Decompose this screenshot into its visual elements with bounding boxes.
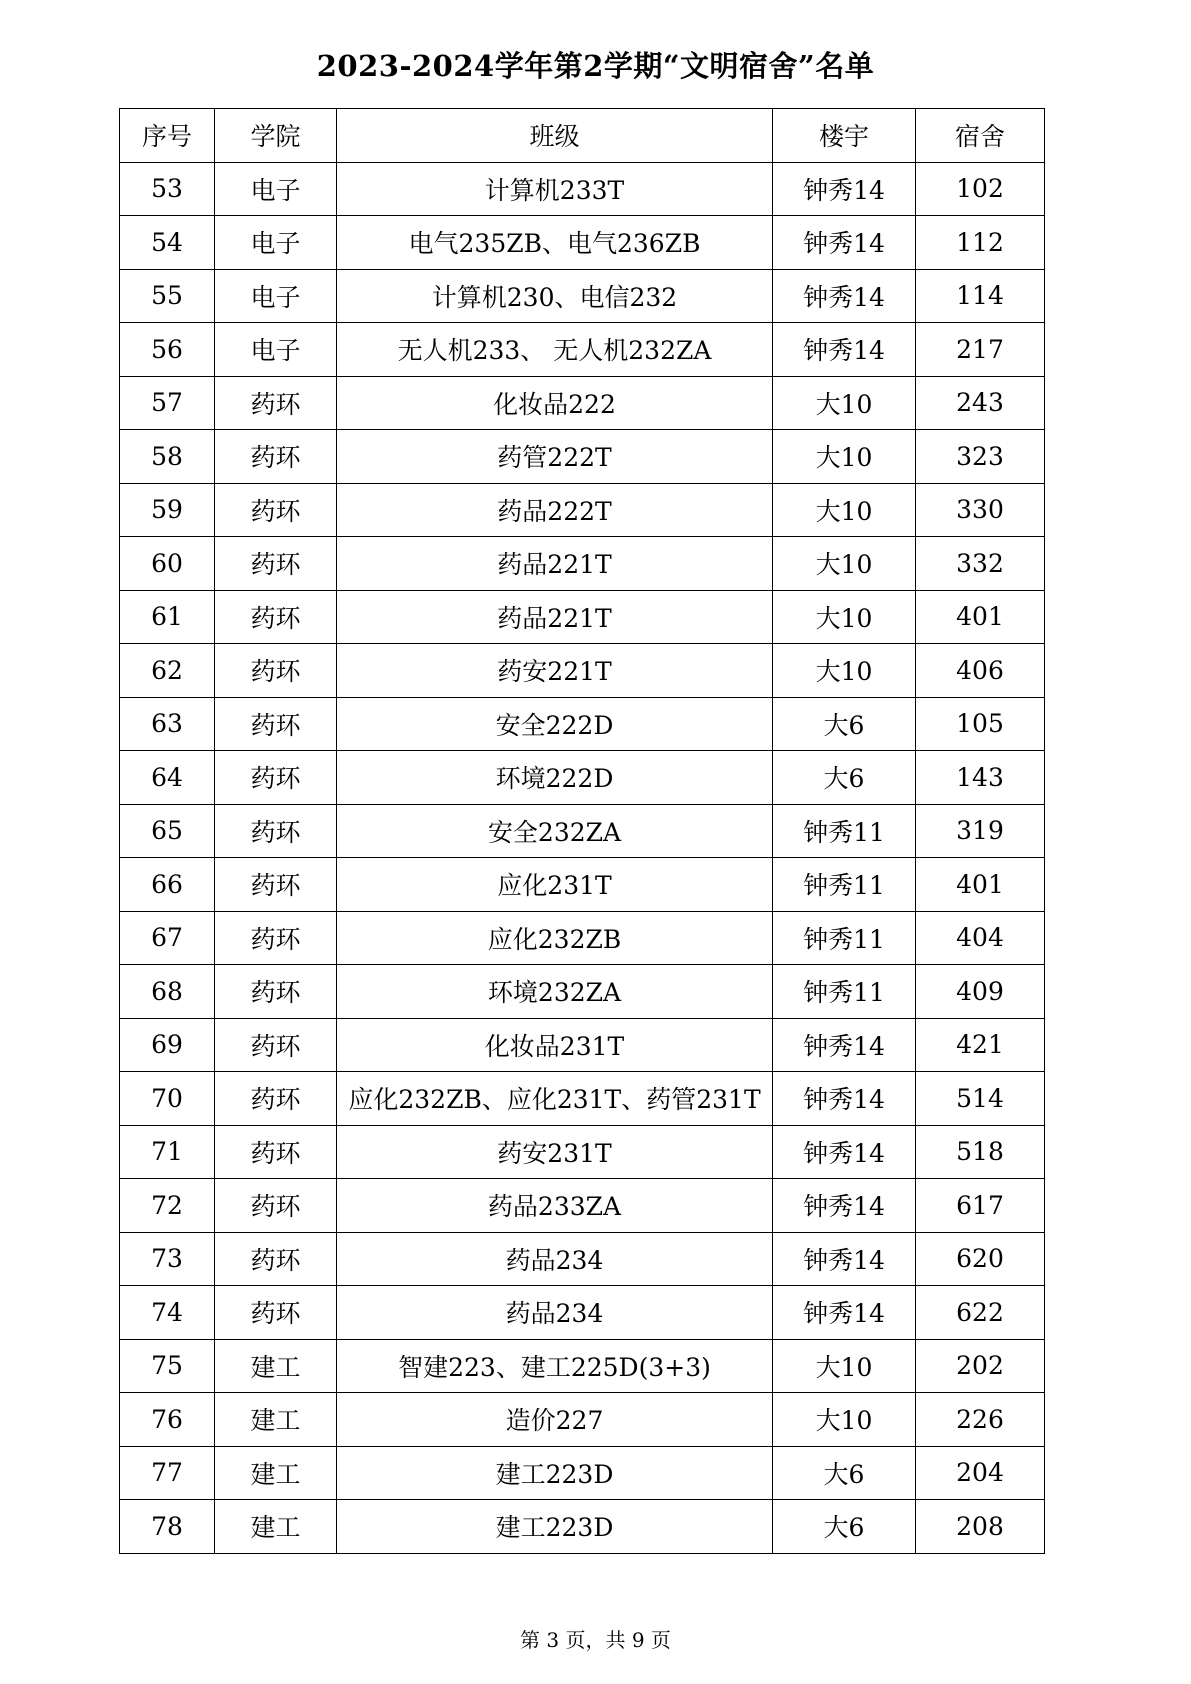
cell-building: 钟秀11 (773, 911, 916, 965)
cell-class: 计算机230、电信232 (337, 269, 773, 323)
table-row (120, 858, 1045, 912)
cell-college: 药环 (215, 1286, 337, 1340)
table-row (120, 1125, 1045, 1179)
cell-serial-number: 57 (120, 376, 215, 430)
cell-room: 332 (916, 537, 1045, 591)
cell-class: 药品221T (337, 537, 773, 591)
table-row (120, 1500, 1045, 1554)
cell-room: 112 (916, 216, 1045, 270)
cell-building: 大10 (773, 430, 916, 484)
table-row (120, 1232, 1045, 1286)
cell-building: 钟秀14 (773, 1125, 916, 1179)
table-row (120, 323, 1045, 377)
page-number-footer: 第 3 页，共 9 页 (520, 1628, 671, 1652)
cell-building: 钟秀14 (773, 1286, 916, 1340)
cell-building: 钟秀11 (773, 804, 916, 858)
cell-college: 建工 (215, 1393, 337, 1447)
cell-room: 204 (916, 1446, 1045, 1500)
cell-serial-number: 55 (120, 269, 215, 323)
cell-college: 药环 (215, 1232, 337, 1286)
table-row (120, 216, 1045, 270)
cell-college: 电子 (215, 216, 337, 270)
table-row (120, 911, 1045, 965)
header-college: 学院 (215, 109, 337, 163)
cell-class: 智建223、建工225D(3+3) (337, 1339, 773, 1393)
cell-building: 钟秀11 (773, 858, 916, 912)
cell-class: 药品234 (337, 1286, 773, 1340)
cell-building: 钟秀14 (773, 269, 916, 323)
cell-building: 大10 (773, 1339, 916, 1393)
table-body (120, 162, 1045, 1553)
cell-serial-number: 74 (120, 1286, 215, 1340)
cell-class: 环境222D (337, 751, 773, 805)
cell-college: 电子 (215, 162, 337, 216)
cell-college: 药环 (215, 1072, 337, 1126)
cell-serial-number: 72 (120, 1179, 215, 1233)
cell-class: 建工223D (337, 1446, 773, 1500)
cell-serial-number: 71 (120, 1125, 215, 1179)
cell-serial-number: 58 (120, 430, 215, 484)
table-row (120, 965, 1045, 1019)
cell-building: 大10 (773, 537, 916, 591)
cell-building: 钟秀14 (773, 1018, 916, 1072)
cell-class: 安全222D (337, 697, 773, 751)
cell-building: 钟秀14 (773, 162, 916, 216)
table-row (120, 1446, 1045, 1500)
cell-serial-number: 73 (120, 1232, 215, 1286)
cell-building: 钟秀14 (773, 1179, 916, 1233)
table-row (120, 430, 1045, 484)
cell-building: 大6 (773, 751, 916, 805)
table-row (120, 1072, 1045, 1126)
table-row (120, 1286, 1045, 1340)
cell-college: 药环 (215, 644, 337, 698)
cell-room: 617 (916, 1179, 1045, 1233)
cell-serial-number: 54 (120, 216, 215, 270)
cell-class: 药品221T (337, 590, 773, 644)
cell-room: 620 (916, 1232, 1045, 1286)
cell-room: 409 (916, 965, 1045, 1019)
table-row (120, 751, 1045, 805)
cell-building: 钟秀14 (773, 1232, 916, 1286)
cell-building: 钟秀14 (773, 216, 916, 270)
cell-room: 102 (916, 162, 1045, 216)
cell-room: 217 (916, 323, 1045, 377)
header-serial-number: 序号 (120, 109, 215, 163)
cell-serial-number: 60 (120, 537, 215, 591)
cell-college: 建工 (215, 1339, 337, 1393)
cell-class: 药管222T (337, 430, 773, 484)
cell-college: 药环 (215, 1018, 337, 1072)
table-row (120, 376, 1045, 430)
table-row (120, 644, 1045, 698)
table-row (120, 1018, 1045, 1072)
cell-room: 421 (916, 1018, 1045, 1072)
cell-building: 大10 (773, 644, 916, 698)
cell-serial-number: 70 (120, 1072, 215, 1126)
cell-room: 323 (916, 430, 1045, 484)
cell-class: 药安231T (337, 1125, 773, 1179)
cell-class: 造价227 (337, 1393, 773, 1447)
cell-college: 建工 (215, 1446, 337, 1500)
dormitory-roster-table (119, 108, 1045, 1554)
cell-class: 建工223D (337, 1500, 773, 1554)
cell-building: 钟秀14 (773, 1072, 916, 1126)
cell-class: 化妆品231T (337, 1018, 773, 1072)
cell-building: 大6 (773, 697, 916, 751)
table-row (120, 269, 1045, 323)
cell-serial-number: 68 (120, 965, 215, 1019)
cell-serial-number: 62 (120, 644, 215, 698)
table-row (120, 590, 1045, 644)
cell-class: 无人机233、 无人机232ZA (337, 323, 773, 377)
cell-room: 406 (916, 644, 1045, 698)
cell-class: 安全232ZA (337, 804, 773, 858)
cell-room: 114 (916, 269, 1045, 323)
cell-room: 330 (916, 483, 1045, 537)
cell-college: 药环 (215, 1179, 337, 1233)
cell-college: 药环 (215, 965, 337, 1019)
page-title: 2023-2024学年第2学期“文明宿舍”名单 (316, 49, 875, 83)
cell-room: 622 (916, 1286, 1045, 1340)
cell-building: 大6 (773, 1446, 916, 1500)
cell-class: 药品234 (337, 1232, 773, 1286)
table-row (120, 697, 1045, 751)
cell-college: 建工 (215, 1500, 337, 1554)
table-row (120, 1179, 1045, 1233)
cell-class: 化妆品222 (337, 376, 773, 430)
cell-building: 钟秀14 (773, 323, 916, 377)
table-row (120, 483, 1045, 537)
cell-room: 404 (916, 911, 1045, 965)
header-class: 班级 (337, 109, 773, 163)
cell-serial-number: 63 (120, 697, 215, 751)
cell-room: 208 (916, 1500, 1045, 1554)
cell-class: 药品233ZA (337, 1179, 773, 1233)
cell-building: 钟秀11 (773, 965, 916, 1019)
cell-building: 大10 (773, 1393, 916, 1447)
cell-serial-number: 59 (120, 483, 215, 537)
header-room: 宿舍 (916, 109, 1045, 163)
cell-college: 药环 (215, 537, 337, 591)
table-row (120, 162, 1045, 216)
cell-serial-number: 77 (120, 1446, 215, 1500)
cell-college: 药环 (215, 1125, 337, 1179)
cell-serial-number: 76 (120, 1393, 215, 1447)
cell-serial-number: 64 (120, 751, 215, 805)
table-row (120, 1339, 1045, 1393)
cell-college: 电子 (215, 323, 337, 377)
cell-serial-number: 61 (120, 590, 215, 644)
cell-serial-number: 53 (120, 162, 215, 216)
cell-room: 105 (916, 697, 1045, 751)
cell-class: 应化232ZB、应化231T、药管231T (337, 1072, 773, 1126)
cell-room: 202 (916, 1339, 1045, 1393)
cell-room: 401 (916, 858, 1045, 912)
cell-college: 药环 (215, 483, 337, 537)
cell-class: 应化231T (337, 858, 773, 912)
cell-class: 药安221T (337, 644, 773, 698)
cell-building: 大6 (773, 1500, 916, 1554)
cell-class: 环境232ZA (337, 965, 773, 1019)
cell-college: 药环 (215, 804, 337, 858)
cell-college: 药环 (215, 751, 337, 805)
cell-serial-number: 65 (120, 804, 215, 858)
cell-serial-number: 75 (120, 1339, 215, 1393)
cell-class: 电气235ZB、电气236ZB (337, 216, 773, 270)
cell-serial-number: 67 (120, 911, 215, 965)
cell-building: 大10 (773, 483, 916, 537)
cell-college: 电子 (215, 269, 337, 323)
cell-college: 药环 (215, 430, 337, 484)
cell-room: 226 (916, 1393, 1045, 1447)
cell-room: 319 (916, 804, 1045, 858)
cell-building: 大10 (773, 590, 916, 644)
cell-college: 药环 (215, 590, 337, 644)
cell-room: 143 (916, 751, 1045, 805)
cell-college: 药环 (215, 911, 337, 965)
cell-room: 401 (916, 590, 1045, 644)
table-header-row (120, 109, 1045, 163)
cell-room: 514 (916, 1072, 1045, 1126)
cell-class: 药品222T (337, 483, 773, 537)
cell-class: 计算机233T (337, 162, 773, 216)
cell-serial-number: 66 (120, 858, 215, 912)
table-row (120, 537, 1045, 591)
cell-serial-number: 69 (120, 1018, 215, 1072)
cell-serial-number: 78 (120, 1500, 215, 1554)
cell-college: 药环 (215, 697, 337, 751)
table-row (120, 1393, 1045, 1447)
cell-college: 药环 (215, 376, 337, 430)
cell-college: 药环 (215, 858, 337, 912)
header-building: 楼宇 (773, 109, 916, 163)
table-row (120, 804, 1045, 858)
cell-serial-number: 56 (120, 323, 215, 377)
cell-room: 518 (916, 1125, 1045, 1179)
cell-class: 应化232ZB (337, 911, 773, 965)
cell-building: 大10 (773, 376, 916, 430)
cell-room: 243 (916, 376, 1045, 430)
